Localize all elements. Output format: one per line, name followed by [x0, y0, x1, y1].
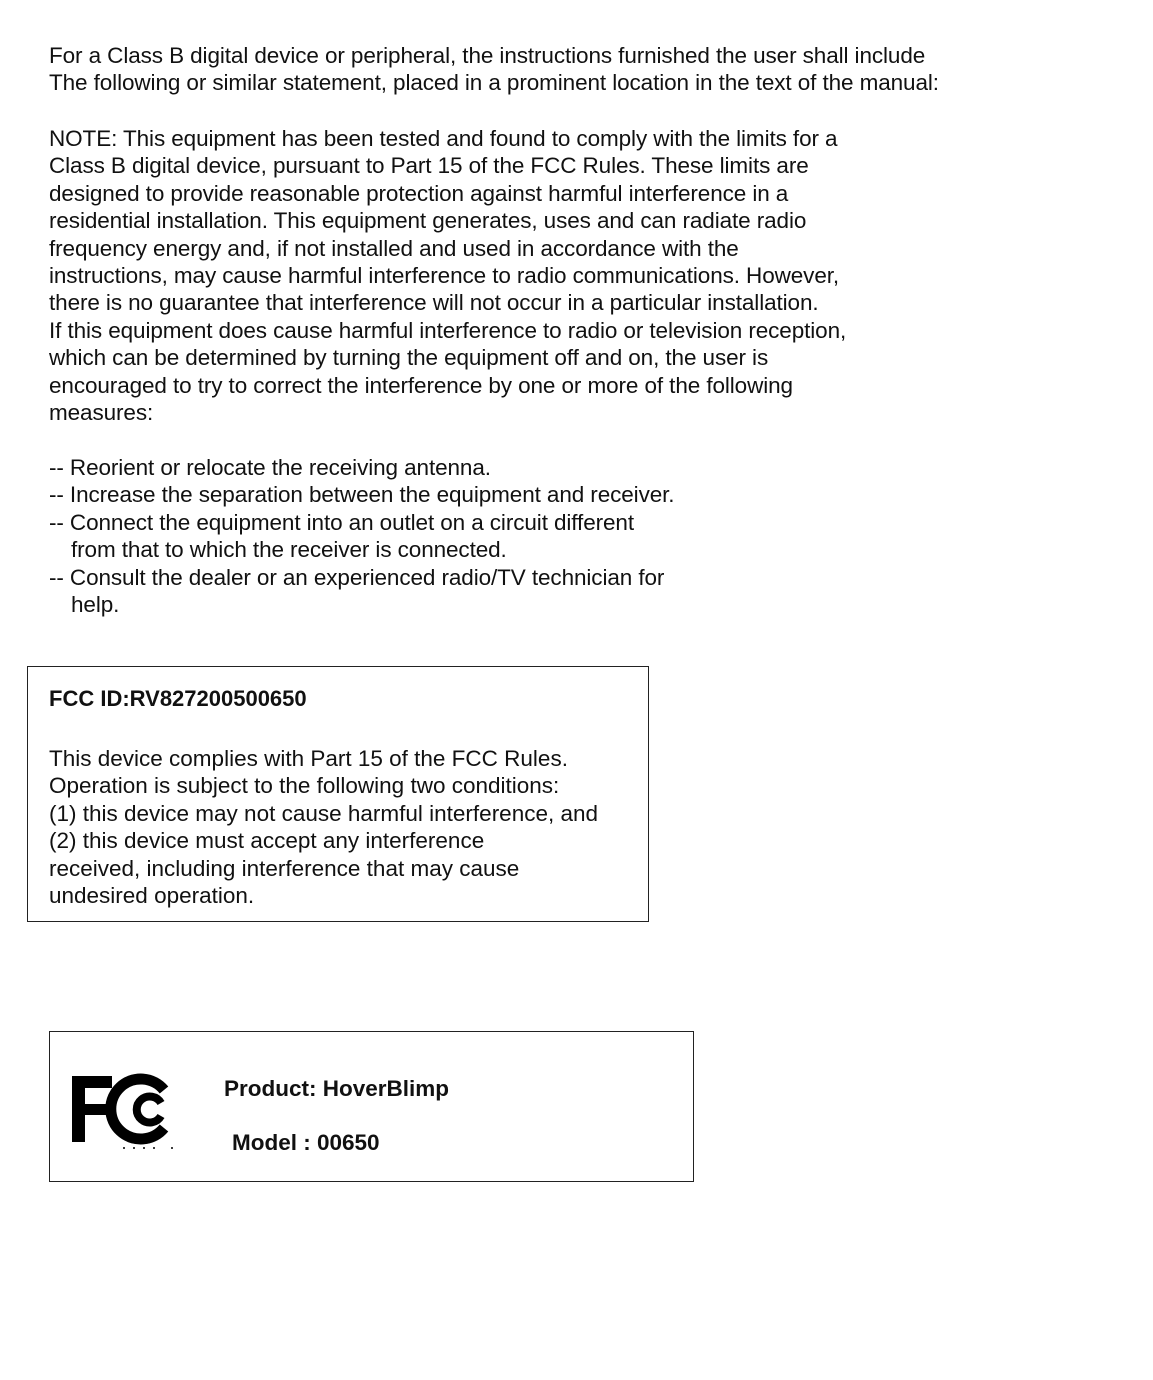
- measure-item-continuation: from that to which the receiver is connected.: [71, 537, 507, 563]
- measure-item: -- Reorient or relocate the receiving antenna.: [49, 455, 491, 480]
- note-line: Class B digital device, pursuant to Part 15 of the FCC Rules. These limits are: [49, 153, 809, 179]
- measure-item: -- Connect the equipment into an outlet on a circuit different: [49, 509, 634, 535]
- note-line: NOTE: This equipment has been tested and found to comply with the limits for a: [49, 126, 838, 151]
- note-line: frequency energy and, if not installed and used in accordance with the: [49, 235, 739, 261]
- note-line: which can be determined by turning the equipment off and on, the user is: [49, 345, 769, 371]
- compliance-line: This device complies with Part 15 of the FCC Rules.: [49, 746, 568, 771]
- model-number: Model : 00650: [232, 1130, 380, 1155]
- fcc-logo-icon: [68, 1070, 178, 1150]
- compliance-line: undesired operation.: [49, 883, 255, 909]
- measure-item-continuation: help.: [71, 592, 120, 618]
- compliance-line: received, including interference that may cause: [49, 855, 520, 881]
- note-line: designed to provide reasonable protection against harmful interference in a: [49, 180, 789, 206]
- compliance-statement: [49, 745, 598, 909]
- compliance-line: (2) this device must accept any interference: [49, 828, 485, 854]
- fcc-id: FCC ID:RV827200500650: [49, 686, 307, 711]
- product-name: Product: HoverBlimp: [224, 1076, 450, 1101]
- note-line: measures:: [49, 400, 154, 426]
- compliance-line: (1) this device may not cause harmful interference, and: [49, 800, 599, 826]
- note-line: instructions, may cause harmful interference to radio communications. However,: [49, 263, 840, 289]
- note-line: If this equipment does cause harmful interference to radio or television reception,: [49, 317, 847, 343]
- note-line: there is no guarantee that interference will not occur in a particular installation.: [49, 290, 819, 316]
- note-line: encouraged to try to correct the interference by one or more of the following: [49, 372, 793, 398]
- note-paragraph: [49, 125, 846, 426]
- measures-list: [49, 454, 674, 618]
- note-line: residential installation. This equipment generates, uses and can radiate radio: [49, 208, 807, 234]
- intro-line: The following or similar statement, placed in a prominent location in the text of the manual:: [49, 70, 939, 96]
- fcc-compliance-box: [27, 666, 649, 922]
- measure-item: -- Increase the separation between the equipment and receiver.: [49, 482, 675, 508]
- intro-line: For a Class B digital device or peripheral, the instructions furnished the user shall include: [49, 43, 926, 68]
- intro-paragraph: [49, 42, 939, 97]
- product-label-box: [49, 1031, 694, 1182]
- compliance-line: Operation is subject to the following two conditions:: [49, 773, 560, 799]
- measure-item: -- Consult the dealer or an experienced radio/TV technician for: [49, 564, 665, 590]
